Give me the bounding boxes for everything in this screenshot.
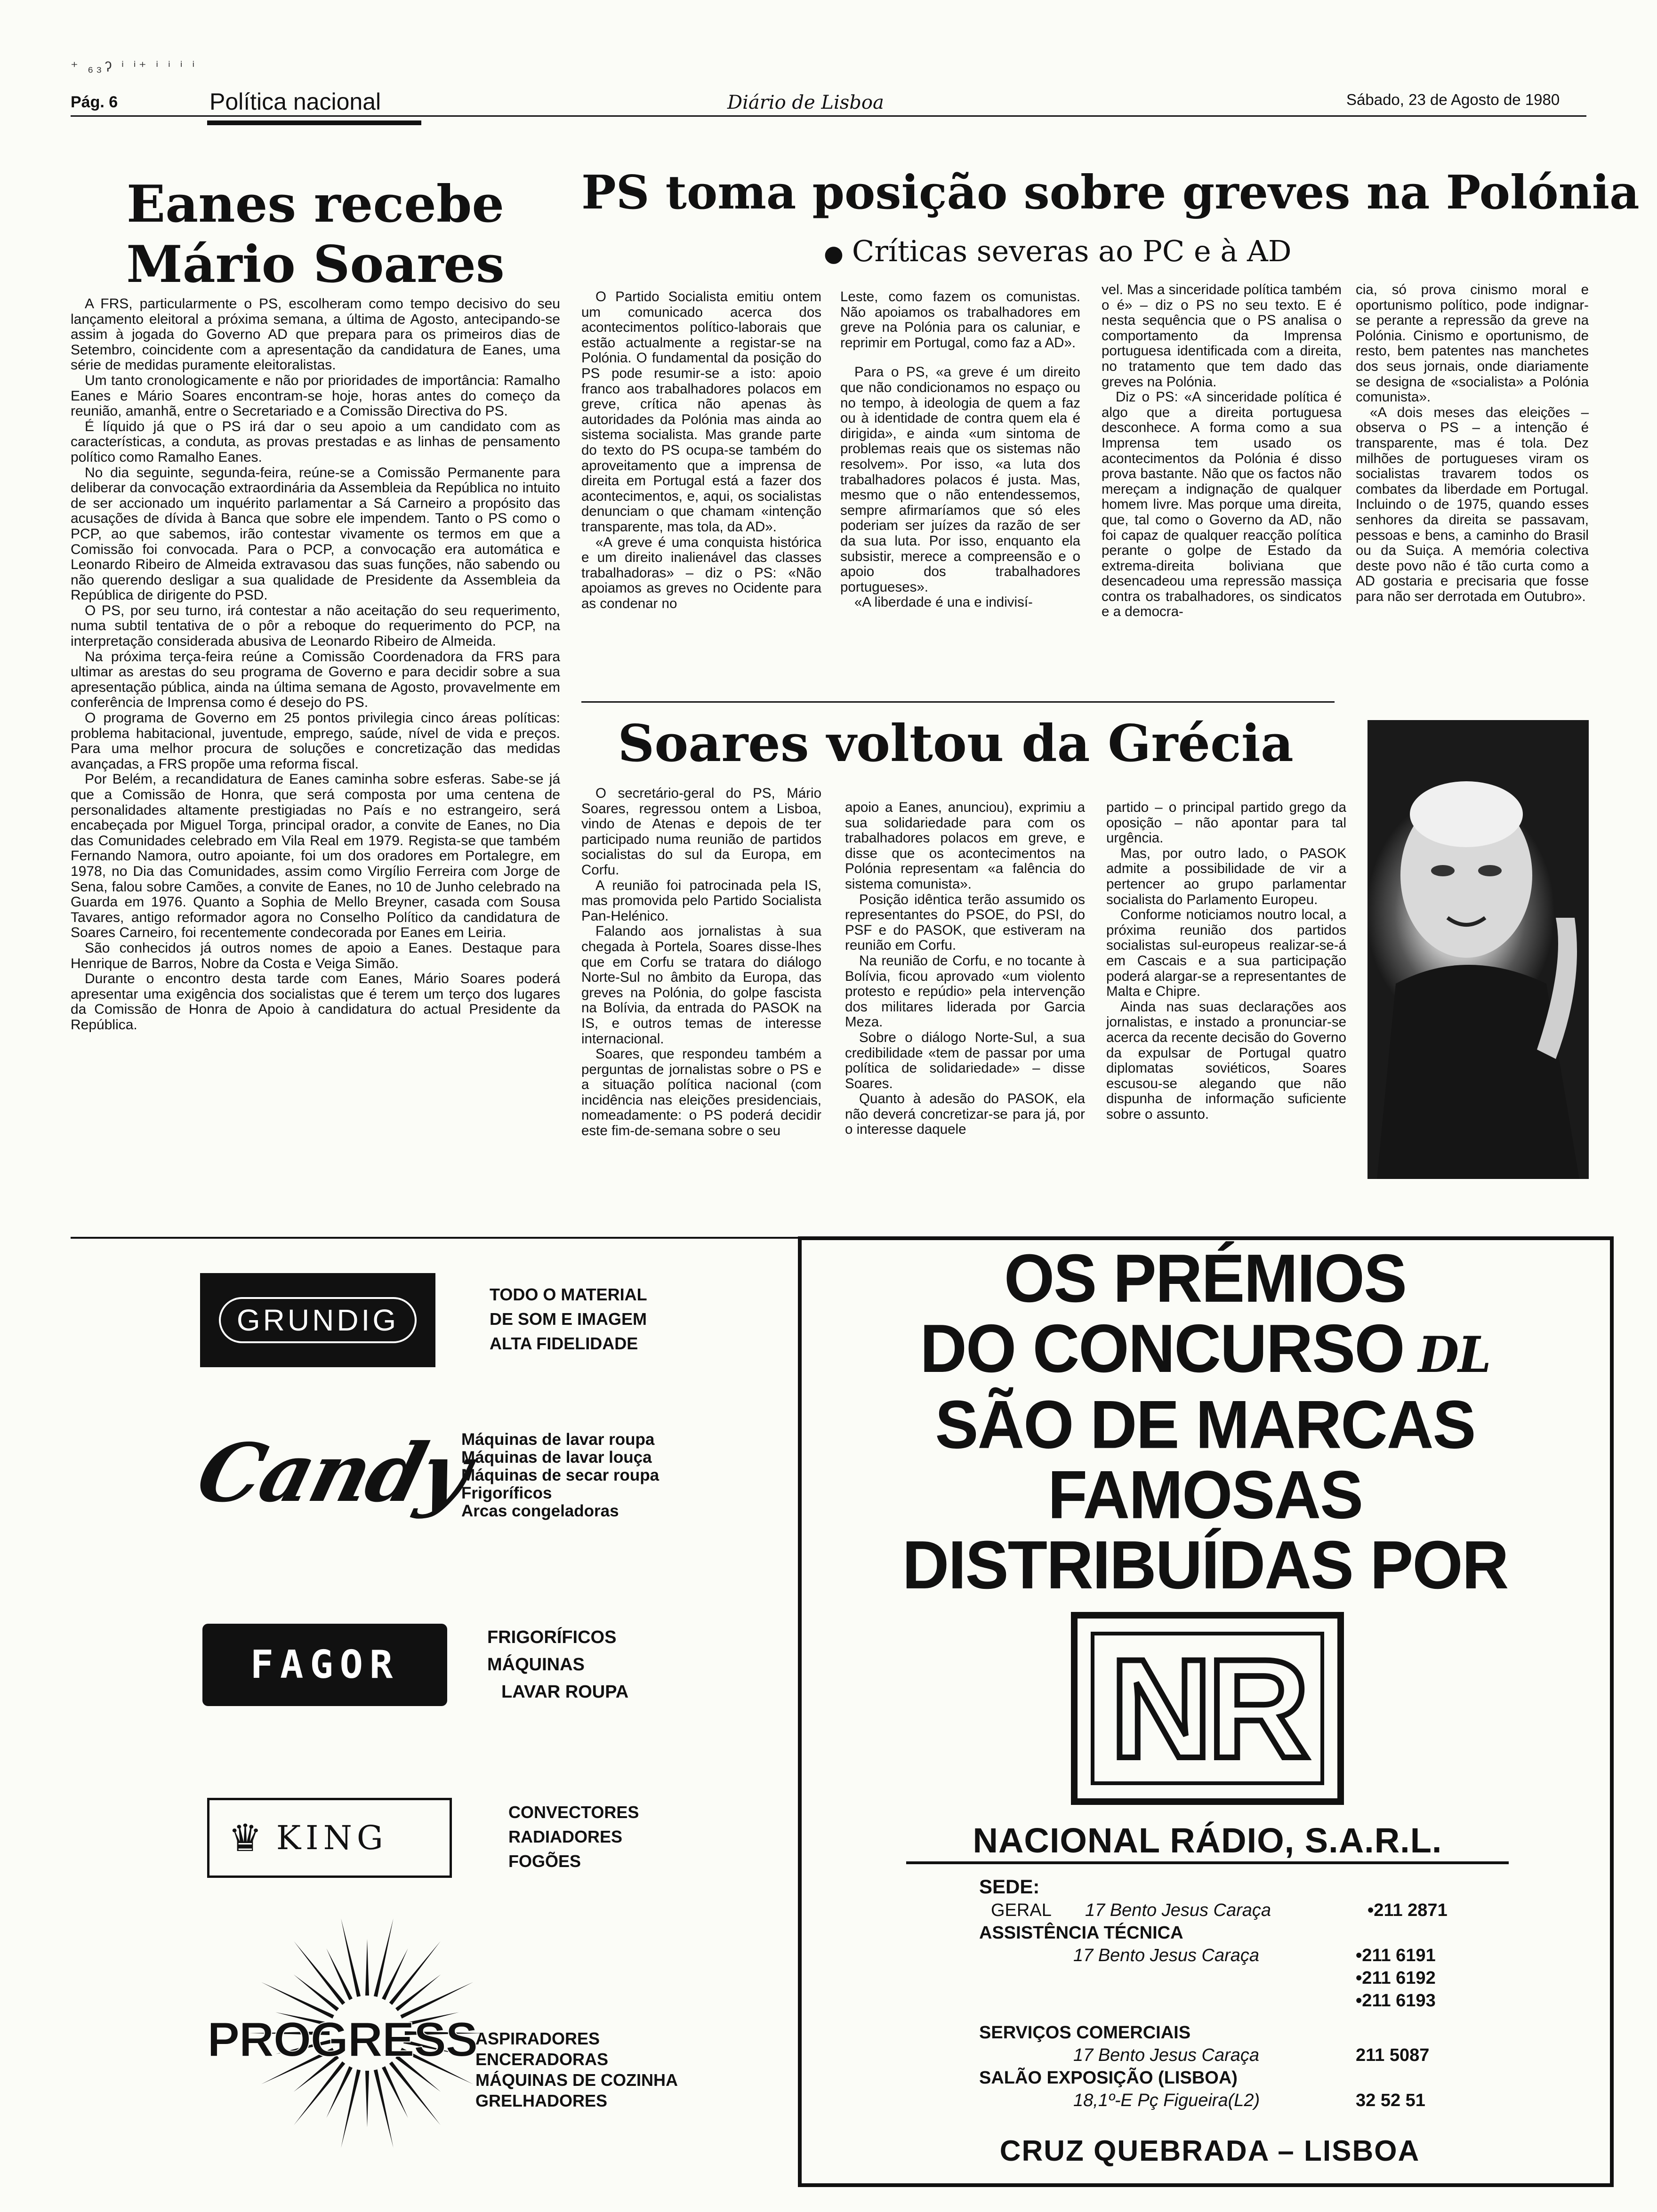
row-phone: •211 6193 <box>1356 1991 1436 2011</box>
dl-mark-icon: DL <box>1418 1325 1490 1384</box>
soares-photo-figure <box>1367 720 1589 1179</box>
ad-line: MÁQUINAS <box>487 1655 585 1675</box>
sunburst-ray <box>365 1939 369 1996</box>
paragraph: Diz o PS: «A sinceridade política é algo que a direita portuguesa desconhece. A forma como a sua Imprensa tem usado os acontecimentos da Polónia é disso prova bastante. Não que os factos não mereçam a indignação de qualquer homem livre. Mas porque uma direita, que, tal como o Governo da AD, não foi capaz de qualquer reacção política perante o golpe de Estado da extrema-direita boliviana que desencadeou uma repressão massiça contra os trabalhadores, os sindicatos e a democra- <box>1102 389 1342 620</box>
paragraph: Sobre o diálogo Norte-Sul, a sua credibilidade «tem de passar por uma política de solidariedade» – disse Soares. <box>845 1029 1085 1091</box>
scan-marks: ⁺ ₆₃ʔ ⁱ ⁱ⁺ ⁱ ⁱ ⁱ ⁱ <box>71 59 198 75</box>
paragraph: apoio a Eanes, anunciou), exprimiu a sua solidariedade para com os trabalhadores polacos em greve, e disse que os acontecimentos na Polónia representam «a falência do sistema comunista». <box>845 800 1085 892</box>
row-phone: •211 6192 <box>1356 1968 1436 1988</box>
section-title: Política nacional <box>209 88 381 115</box>
headline-polonia: PS toma posição sobre greves na Polónia <box>581 166 1640 220</box>
prizes-line <box>819 1310 1591 1390</box>
grundig-wordmark: GRUNDIG <box>219 1297 417 1343</box>
crown-icon: ♛ <box>228 1817 262 1859</box>
sede-label: SEDE: <box>979 1875 1040 1898</box>
grecia-col-3 <box>1106 800 1346 1122</box>
ad-line: Frigoríficos <box>461 1484 552 1502</box>
ad-line: MÁQUINAS DE COZINHA <box>475 2070 678 2090</box>
row-label: ASSISTÊNCIA TÉCNICA <box>979 1923 1183 1943</box>
paragraph: Falando aos jornalistas à sua chegada à Portela, Soares disse-lhes que em Corfu se tratara do diálogo Norte-Sul no âmbito da Europa, das greves na Polónia, do golpe fascista na Bolívia, da entrada do PASOK na IS, e outros temas de interesse internacional. <box>581 923 821 1047</box>
address-row <box>979 1899 1488 1922</box>
row-phone: •211 2871 <box>1367 1900 1448 1920</box>
paragraph: São conhecidos já outros nomes de apoio a Eanes. Destaque para Henrique de Barros, Nobre da Costa e Veiga Simão. <box>71 940 560 971</box>
section-underline <box>207 120 421 125</box>
address-row <box>979 2021 1488 2044</box>
ad-line: ASPIRADORES <box>475 2029 600 2048</box>
ad-line: Arcas congeladoras <box>461 1502 619 1520</box>
row-label: SALÃO EXPOSIÇÃO (LISBOA) <box>979 2068 1238 2088</box>
row-address: 17 Bento Jesus Caraça <box>1073 2045 1260 2065</box>
paragraph: A FRS, particularmente o PS, escolheram como tempo decisivo do seu lançamento eleitoral a próxima semana, a última de Agosto, antecipando-se assim à jogada do Governo AD que prepara para os primeiros dias de Setembro, coincidente com a apresentação da candidatura de Eanes, uma série de medidas puramente eleitoralistas. <box>71 296 560 373</box>
ad-line: GRELHADORES <box>475 2091 608 2110</box>
sunburst-ray <box>382 2066 408 2118</box>
address-row <box>979 1989 1488 2012</box>
prizes-headline <box>819 1240 1591 1603</box>
fagor-logo <box>202 1624 447 1706</box>
paragraph: Ainda nas suas declarações aos jornalistas, e instado a pronunciar-se acerca da recente decisão do Governo da expulsar de Portugal quatro diplomatas soviéticos, Soares escusou-se alegando que não dispunha de informação suficiente sobre o assunto. <box>1106 999 1346 1122</box>
ad-line: CONVECTORES <box>508 1803 639 1822</box>
paragraph: Na próxima terça-feira reúne a Comissão Coordenadora da FRS para ultimar as arestas do seu programa de Governo e para decidir sobre a sua apresentação pública, ainda na última semana de Agosto, provavelmente em conferência de Imprensa como é desejo do PS. <box>71 649 560 711</box>
paragraph: O Partido Socialista emitiu ontem um comunicado acerca dos acontecimentos político-laborais que estão actualmente a registar-se na Polónia. O fundamental da posição do PS pode resumir-se a isto: apoio franco aos trabalhadores polacos em greve, crítica não apenas às autoridades da Polónia mas ainda ao sistema socialista. Mas grande parte do texto do PS ocupa-se também do aproveitamento que a imprensa de direita em Portugal está a fazer dos acontecimentos, e, aqui, os socialistas denunciam o que chamam «intenção transparente, mas tola, da AD». <box>581 289 821 535</box>
row-label <box>979 1944 1073 1967</box>
paragraph: «A greve é uma conquista histórica e um direito inalienável das classes trabalhadoras» – diz o PS: «Não apoiamos as greves no Ocidente para as condenar no <box>581 534 821 611</box>
company-underline <box>906 1861 1509 1864</box>
grundig-text <box>490 1282 647 1356</box>
sunburst-ray <box>365 2071 369 2127</box>
fagor-wordmark: FAGOR <box>250 1643 400 1687</box>
paragraph: «A dois meses das eleições – observa o PS – a intenção é transparente, mas é tola. Dez milhões de portugueses viram os socialistas travarem todos os combates da liberdade em Portugal. Incluindo o de 1975, quando esses senhores da direita se passavam, pessoas e bens, a caminho do Brasil ou da Suiça. A memória colectiva deste povo não é tão curta como a AD gostaria e precisaria que fosse para não ser derrotada em Outubro». <box>1356 404 1589 604</box>
row-address: 17 Bento Jesus Caraça <box>1085 1900 1271 1920</box>
grundig-logo <box>200 1273 435 1367</box>
prizes-line-text: DO CONCURSO <box>920 1310 1404 1387</box>
polonia-col-1 <box>581 289 821 611</box>
ad-line: Máquinas de lavar louça <box>461 1448 652 1467</box>
ad-line: ENCERADORAS <box>475 2050 609 2069</box>
paragraph: O secretário-geral do PS, Mário Soares, regressou ontem a Lisboa, vindo de Atenas e depois de ter participado numa reunião de partidos socialistas do sul da Europa, em Corfu. <box>581 785 821 878</box>
row-address: 17 Bento Jesus Caraça <box>1073 1946 1260 1965</box>
subhead-text: Críticas severas ao PC e à AD <box>852 234 1292 268</box>
headline-eanes <box>71 174 560 295</box>
row-phone: 32 52 51 <box>1356 2091 1425 2110</box>
sunburst-ray <box>294 1974 339 2011</box>
sunburst-ray <box>326 1948 353 2000</box>
sunburst-ray <box>382 1948 408 2000</box>
paragraph: Na reunião de Corfu, e no tocante à Bolívia, ficou aprovado «um violento protesto e repúdio» pela intervenção dos militares liderada por Garcia Meza. <box>845 953 1085 1030</box>
paragraph: Leste, como fazem os comunistas. Não apoiamos os trabalhadores em greve na Polónia para os caluniar, e reprimir em Portugal, como faz a AD». <box>840 289 1080 351</box>
paragraph: Soares, que respondeu também a perguntas de jornalistas sobre o PS e a situação política nacional (com incidência nas eleições presidenciais, nomeadamente: o PS poderá decidir este fim-de-semana sobre o seu <box>581 1046 821 1139</box>
king-text <box>508 1800 639 1874</box>
address-row <box>979 2044 1488 2067</box>
ad-line: FOGÕES <box>508 1851 581 1871</box>
sunburst-ray <box>395 1974 441 2011</box>
prizes-line: FAMOSAS <box>1047 1457 1363 1533</box>
address-row <box>979 1922 1488 1944</box>
nr-logo <box>1071 1612 1344 1805</box>
paragraph: Durante o encontro desta tarde com Eanes, Mário Soares poderá apresentar uma exigência dos socialistas que é terem um terço dos lugares da Comissão de Honra de Apoio à candidatura do actual Presidente da República. <box>71 971 560 1033</box>
paragraph: A reunião foi patrocinada pela IS, mas promovida pelo Partido Socialista Pan-Helénico. <box>581 877 821 924</box>
ad-line: ALTA FIDELIDADE <box>490 1334 638 1353</box>
polonia-col-4 <box>1356 282 1589 604</box>
ad-line: TODO O MATERIAL <box>490 1285 647 1304</box>
ad-line: RADIADORES <box>508 1827 623 1846</box>
address-row <box>979 2067 1488 2089</box>
address-row <box>979 2089 1488 2112</box>
grecia-col-2 <box>845 800 1085 1138</box>
paragraph: Para o PS, «a greve é um direito que não condicionamos no espaço ou no tempo, à ideologia de quem a faz ou à identidade de contra quem ela é dirigida», e ainda «um sintoma de problemas reais que os sistemas não resolvem». Por isso, «a luta dos trabalhadores polacos é justa. Mas, mesmo que o não entendessemos, sempre afirmaríamos que só eles poderiam ser juízes da razão de ser da sua luta. Por isso, enquanto ela subsistir, merece a compreensão e o apoio dos trabalhadores portugueses». <box>840 364 1080 595</box>
address-table <box>979 1899 1488 2112</box>
paragraph: Quanto à adesão do PASOK, ela não deverá concretizar-se para já, por o interesse daquele <box>845 1091 1085 1138</box>
headline-eanes-line2: Mário Soares <box>126 235 505 294</box>
polonia-col-3 <box>1102 282 1342 620</box>
candy-text <box>461 1431 659 1520</box>
ad-line: FRIGORÍFICOS <box>487 1627 617 1647</box>
paragraph: No dia seguinte, segunda-feira, reúne-se a Comissão Permanente para deliberar da convocação extraordinária da Assembleia da República no intuito de ser accionado um inquérito parlamentar a Sá Carneiro a propósito das acusações de dívida à Banca que sobre ele impendem. Tanto o PS como o PCP, ao que sabemos, irão contestar vivamente os termos em que a Comissão foi convocada. Para o PCP, a convocação era automática e Leonardo Ribeiro de Almeida extravasou das suas funções, não sabendo ou não querendo desligar a sua qualidade de Presidente da Assembleia da República de dirigente do PSD. <box>71 465 560 603</box>
row-label: SERVIÇOS COMERCIAIS <box>979 2023 1191 2043</box>
paragraph: «A liberdade é una e indivisí- <box>854 594 1033 610</box>
bullet-icon: ● <box>824 240 844 267</box>
location-footer: CRUZ QUEBRADA – LISBOA <box>999 2135 1420 2167</box>
paragraph: Mas, por outro lado, o PASOK admite a possibilidade de vir a pertencer ao grupo parlamentar socialista do Parlamento Europeu. <box>1106 845 1346 907</box>
candy-logo: Candy <box>188 1426 479 1520</box>
date: Sábado, 23 de Agosto de 1980 <box>1346 91 1560 108</box>
row-address: 18,1º-E Pç Figueira(L2) <box>1073 2091 1260 2110</box>
paragraph: O programa de Governo em 25 pontos privilegia cinco áreas políticas: problema habitacional, juventude, emprego, saúde, nível de vida e preços. Para uma melhor procura de soluções e concretização das medidas avançadas, a FRS propõe uma reforma fiscal. <box>71 710 560 772</box>
paragraph: Por Belém, a recandidatura de Eanes caminha sobre esferas. Sabe-se já que a Comissão de Honra, que será composta por uma centena de personalidades altamente prestigiadas no País e no estrangeiro, será encabeçada por Miguel Torga, principal orador, a convite de Eanes, no Dia das Comunidades celebrado em Vila Real em 1979. Regista-se que também Fernando Namora, outro apoiante, foi um dos oradores em Portalegre, em 1978, no Dia das Comunidades, assim como Virgílio Ferreira com Jorge de Sena, falou sobre Camões, a convite de Eanes, no 10 de Junho celebrado na Guarda em 1976. Quanto a Sophia de Mello Breyner, casada com Sousa Tavares, antigo reformador agora no Conselho Político da candidatura de Soares Carneiro, foi recentemente condecorada por Eanes em Leiria. <box>71 771 560 941</box>
paragraph: O PS, por seu turno, irá contestar a não aceitação do seu requerimento, numa subtil tentativa de o pôr a reboque do requerimento do PCP, na interpretação considerada abusiva de Leonardo Ribeiro de Almeida. <box>71 602 560 649</box>
fagor-text <box>487 1624 628 1706</box>
paragraph: É líquido já que o PS irá dar o seu apoio a um candidato com as características, a conduta, as provas prestadas e as linhas de pensamento político como Ramalho Eanes. <box>71 418 560 465</box>
headline-grecia: Soares voltou da Grécia <box>618 714 1294 773</box>
article-eanes-body <box>71 297 560 1033</box>
polonia-col-2 <box>840 289 1080 610</box>
masthead-rule <box>71 115 1586 117</box>
soares-photo <box>1367 720 1589 1179</box>
paragraph: partido – o principal partido grego da oposição – não apontar para tal urgência. <box>1106 800 1346 846</box>
paper-name: Diário de Lisboa <box>727 92 884 113</box>
ad-line: LAVAR ROUPA <box>501 1682 629 1702</box>
paragraph: cia, só prova cinismo moral e oportunismo político, pode indignar-se perante a repressão da greve na Polónia. Cinismo e oportunismo, de resto, bem patentes nas manchetes dos seus jornais, onde diariamente se designa de «socialista» a Polónia comunista». <box>1356 282 1589 405</box>
headline-eanes-line1: Eanes recebe <box>126 175 505 234</box>
row-label: GERAL <box>991 1900 1052 1920</box>
page-number: Pág. 6 <box>71 93 118 111</box>
prizes-line: SÃO DE MARCAS <box>935 1387 1475 1463</box>
sunburst-ray <box>326 2066 353 2118</box>
ad-line: Máquinas de secar roupa <box>461 1466 660 1484</box>
king-wordmark: KING <box>276 1819 388 1857</box>
grecia-col-1 <box>581 786 821 1139</box>
progress-text <box>475 2028 678 2111</box>
king-logo <box>207 1798 452 1878</box>
nr-wordmark: NR <box>1110 1629 1305 1787</box>
ad-line: Máquinas de lavar roupa <box>461 1430 655 1449</box>
section-divider <box>581 701 1335 703</box>
address-row <box>979 1967 1488 1989</box>
row-phone: •211 6191 <box>1356 1946 1436 1965</box>
ad-line: DE SOM E IMAGEM <box>490 1309 647 1329</box>
row-phone: 211 5087 <box>1356 2045 1430 2065</box>
progress-wordmark: PROGRESS <box>207 2012 477 2067</box>
address-row <box>979 1944 1488 1967</box>
subhead-polonia <box>824 234 1292 268</box>
paragraph: Um tanto cronologicamente e não por prioridades de importância: Ramalho Eanes e Mário Soares encontram-se hoje, horas antes do começo da reunião, amanhã, entre o Secretariado e a Comissão Directiva do PS. <box>71 372 560 419</box>
paragraph: vel. Mas a sinceridade política também o é» – diz o PS no seu texto. E é nesta sequência que o PS analisa o comportamento da Imprensa portuguesa identificada com a direita, no tratamento que tem dado das greves na Polónia. <box>1102 282 1342 390</box>
paragraph: Conforme noticiamos noutro local, a próxima reunião dos partidos socialistas sul-europeus realizar-se-á em Cascais e a sua participação poderá alargar-se a representantes de Malta e Chipre. <box>1106 907 1346 1000</box>
paragraph: Posição idêntica terão assumido os representantes do PSOE, do PSI, do PSF e do PASOK, que estiveram na reunião em Corfu. <box>845 891 1085 954</box>
prizes-line: DISTRIBUÍDAS POR <box>902 1527 1508 1603</box>
company-name: NACIONAL RÁDIO, S.A.R.L. <box>973 1821 1442 1860</box>
prizes-line: OS PRÉMIOS <box>1004 1240 1407 1317</box>
